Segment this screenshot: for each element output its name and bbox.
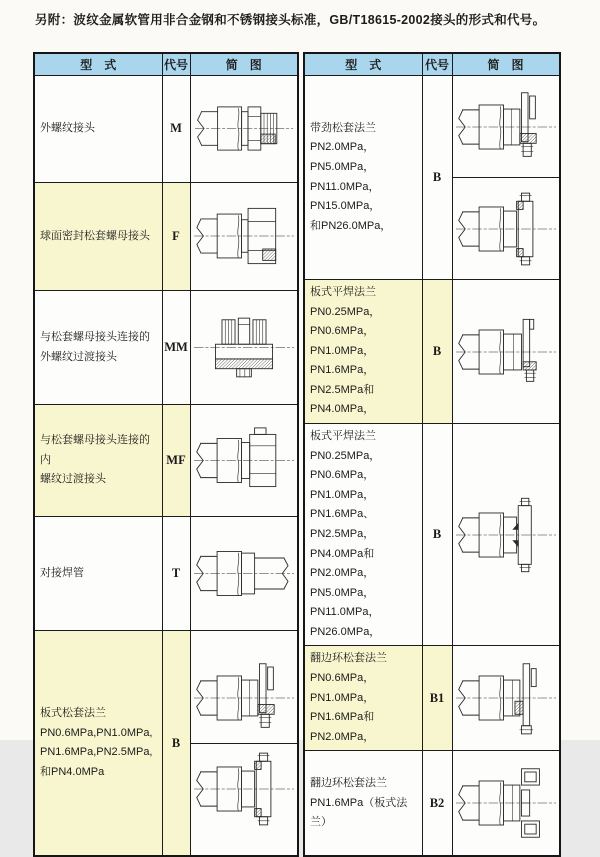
type-line: 外螺纹接头 [40,122,95,135]
diagram-subcell [453,751,559,855]
code-cell: MM [162,290,190,404]
code-cell: B2 [422,751,452,857]
table-row [304,751,560,857]
code-cell: T [162,516,190,630]
type-line: 螺纹过渡接头 [40,473,106,486]
table-row [34,76,298,183]
diagram-cell [190,76,298,183]
diagram-subcell [191,653,298,743]
fitting-diagram-svg [192,90,296,167]
table-row [34,516,298,630]
diagram-subcell [453,477,559,592]
type-line: PN2.5MPa，PN4.0MPa和 [310,527,375,560]
fitting-table-right [303,52,561,857]
diagram-subcell [191,193,298,279]
fitting-diagram-svg [453,761,559,845]
diagram-subcell [453,652,559,744]
type-line: 与松套螺母接头连接的 [40,330,150,343]
fitting-diagram-svg [191,306,297,389]
code-cell: B1 [422,646,452,751]
header-diagram: 简 图 [452,53,560,76]
type-line: 和PN26.0MPa， [310,219,392,232]
type-line: PN1.0MPa，PN1.6MPa、 [310,488,375,521]
type-line: PN11.0MPa，PN15.0MPa， [310,180,381,213]
type-line: PN1.6MPa,PN2.5MPa, [40,746,153,759]
type-cell [304,76,422,280]
fitting-diagram-svg [453,493,559,577]
table-row [34,182,298,290]
table-row [304,424,560,646]
fitting-diagram-svg [191,748,297,830]
fitting-diagram-svg [191,420,297,501]
table-row [34,405,298,517]
type-line: PN2.5MPa和PN4.0MPa， [310,383,375,416]
diagram-subcell [191,528,298,619]
fitting-diagram-svg [453,310,559,394]
type-line: 和PN4.0MPa [40,765,105,778]
table-header-row [34,53,298,76]
header-code: 代号 [162,53,190,76]
type-line: 对接焊管 [40,566,84,579]
type-line: PN11.0MPa，PN26.0MPa， [310,606,381,638]
type-cell [304,751,422,857]
diagram-subcell [191,743,298,834]
diagram-cell [190,290,298,404]
diagram-subcell [453,298,559,406]
type-line: 板式平焊法兰 [310,430,376,443]
diagram-cell [452,424,560,646]
header-code: 代号 [422,53,452,76]
type-cell [304,424,422,646]
type-line: 外螺纹过渡接头 [40,350,117,363]
diagram-subcell [191,416,298,505]
type-line: PN0.6MPa，PN1.0MPa， [310,671,375,704]
code-cell: F [162,182,190,290]
type-cell [34,631,162,857]
fitting-diagram-svg [191,657,297,739]
type-line: PN0.6MPa,PN1.0MPa, [40,726,153,739]
type-line: 翻边环松套法兰 [310,652,387,665]
fitting-diagram-svg [453,187,559,271]
type-line: PN0.25MPa，PN0.6MPa， [310,305,381,338]
diagram-subcell [453,177,559,279]
diagram-subcell [191,302,298,393]
code-cell: M [162,76,190,183]
diagram-cell [452,280,560,424]
diagram-subcell [191,86,298,171]
fitting-diagram-svg [453,656,559,740]
code-cell: B [162,631,190,857]
diagram-cell [190,182,298,290]
type-line: 翻边环松套法兰 [310,776,387,789]
table-row [304,646,560,751]
fitting-diagram-svg [453,85,559,169]
diagram-cell [452,76,560,280]
table-header-row [304,53,560,76]
table-row [304,76,560,280]
type-line: 板式平焊法兰 [310,286,376,298]
fitting-table-left [33,52,299,857]
type-cell [304,646,422,751]
type-line: PN1.6MPa（板式法兰） [310,796,408,829]
table-row [34,290,298,404]
diagram-cell [452,751,560,857]
code-cell: B [422,280,452,424]
table-row [34,631,298,857]
diagram-cell [190,516,298,630]
type-cell [34,516,162,630]
type-line: 带劲松套法兰 [310,121,376,134]
diagram-subcell [453,76,559,177]
type-cell [34,405,162,517]
diagram-cell [190,405,298,517]
header-diagram: 简 图 [190,53,298,76]
type-cell [304,280,422,424]
type-line: PN0.25MPa，PN0.6MPa， [310,449,381,482]
page-title: 另附：波纹金属软管用非合金钢和不锈钢接头标准，GB/T18615-2002接头的形式和代号。 [35,13,546,27]
header-type: 型 式 [304,53,422,76]
code-cell: B [422,424,452,646]
type-line: 板式松套法兰 [40,707,106,720]
fitting-diagram-svg [191,197,297,275]
code-cell: B [422,76,452,280]
type-cell [34,76,162,183]
type-cell [34,182,162,290]
type-line: PN1.0MPa，PN1.6MPa， [310,344,375,377]
type-line: PN2.0MPa，PN5.0MPa， [310,141,375,173]
type-cell [34,290,162,404]
fitting-diagram-svg [191,532,297,615]
diagram-cell [452,646,560,751]
type-line: PN1.6MPa和PN2.0MPa， [310,711,375,743]
header-type: 型 式 [34,53,162,76]
type-line: PN2.0MPa，PN5.0MPa， [310,567,375,599]
type-line: 球面密封松套螺母接头 [40,229,150,242]
table-row [304,280,560,424]
diagram-cell [190,631,298,857]
code-cell: MF [162,405,190,517]
fitting-tables [33,52,561,857]
type-line: 与松套螺母接头连接的内 [40,434,150,466]
